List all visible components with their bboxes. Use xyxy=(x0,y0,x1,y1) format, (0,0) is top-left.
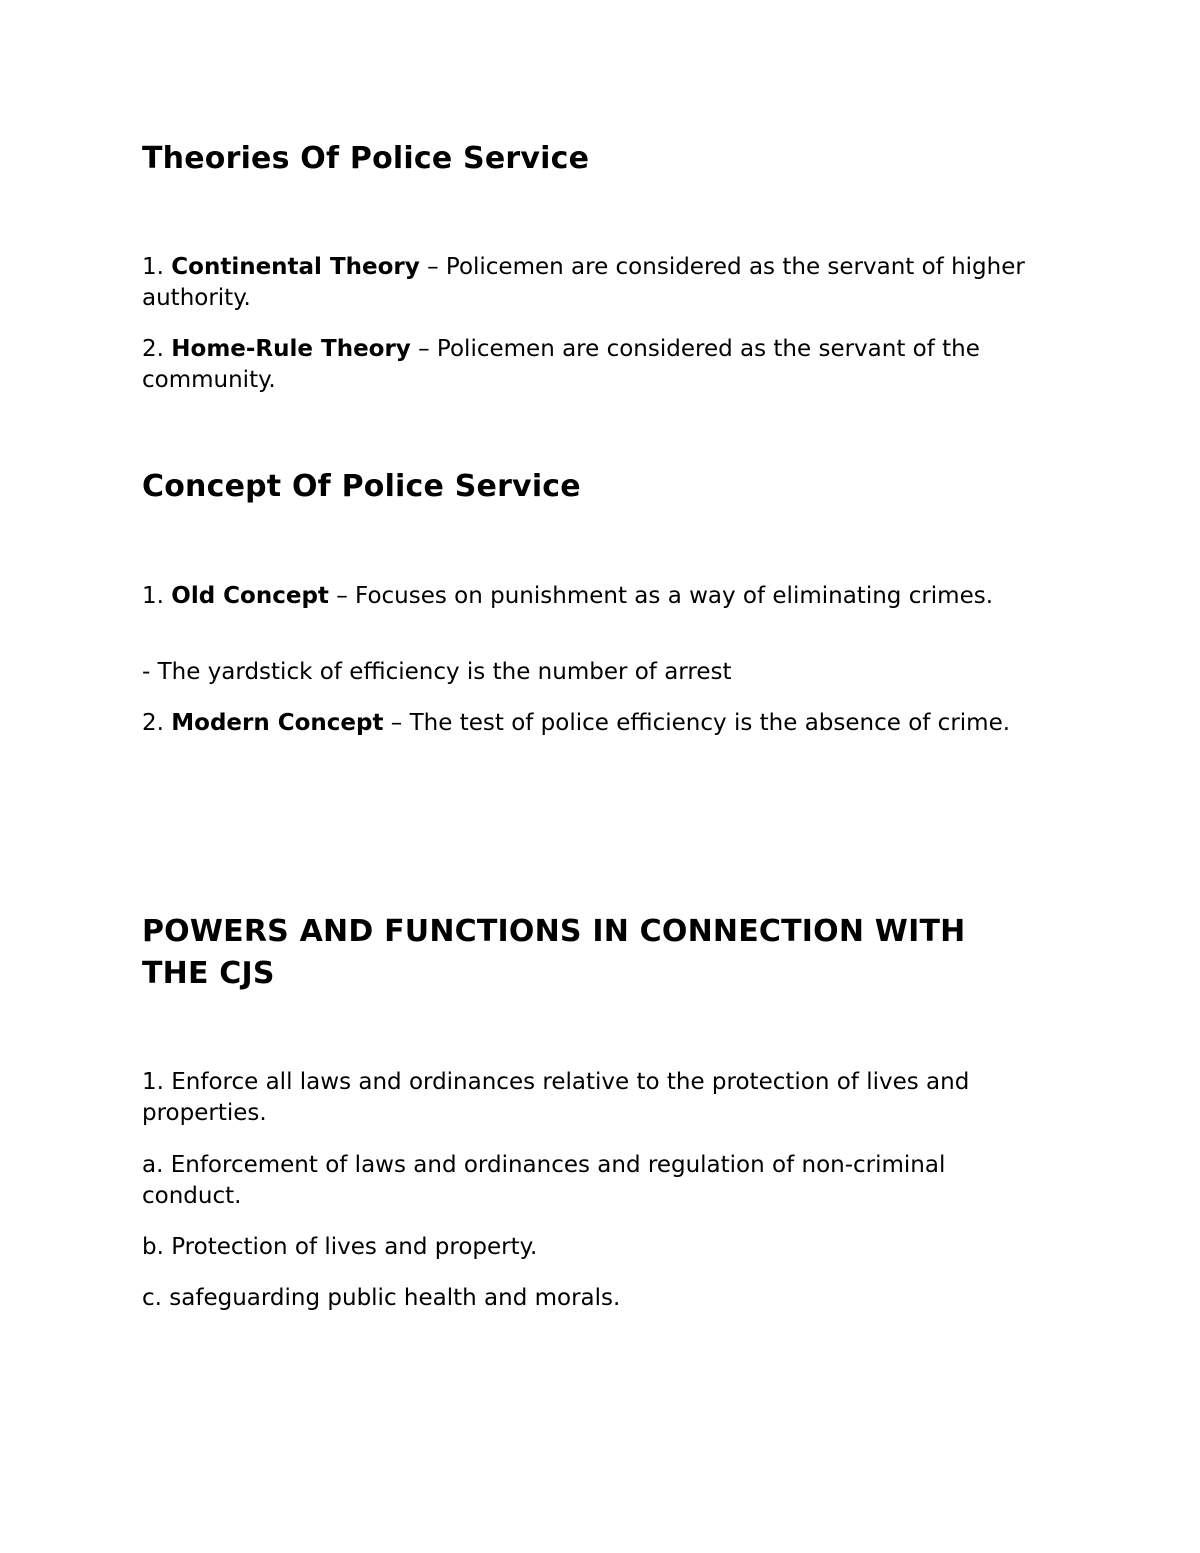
item-number: 2. xyxy=(142,336,172,362)
section-heading-concept: Concept Of Police Service xyxy=(142,469,581,504)
list-item-home-rule-theory xyxy=(142,334,1062,396)
item-description: – The test of police efficiency is the absence of crime. xyxy=(383,710,1011,736)
item-description: – Policemen are considered as the servant of higher authority. xyxy=(142,254,1025,311)
list-item-protection: b. Protection of lives and property. xyxy=(142,1234,538,1260)
item-number: 1. xyxy=(142,583,172,609)
item-term: Continental Theory xyxy=(171,254,420,280)
section-heading-theories: Theories Of Police Service xyxy=(142,141,590,176)
list-item-yardstick: - The yardstick of efficiency is the number of arrest xyxy=(142,659,732,685)
item-number: 2. xyxy=(142,710,172,736)
item-term: Modern Concept xyxy=(171,710,384,736)
list-item-enforcement: a. Enforcement of laws and ordinances and regulation of non-criminal conduct. xyxy=(142,1152,946,1209)
item-number: 1. xyxy=(142,254,172,280)
list-item-enforce-laws: 1. Enforce all laws and ordinances relative to the protection of lives and properties. xyxy=(142,1069,970,1126)
list-item-old-concept xyxy=(142,581,1062,612)
list-item-continental-theory xyxy=(142,252,1062,314)
item-description: – Focuses on punishment as a way of eliminating crimes. xyxy=(328,583,994,609)
section-heading-powers: POWERS AND FUNCTIONS IN CONNECTION WITH THE CJS xyxy=(142,914,966,991)
item-term: Old Concept xyxy=(171,583,329,609)
list-item-safeguarding: c. safeguarding public health and morals. xyxy=(142,1285,621,1311)
list-item-modern-concept xyxy=(142,708,1062,739)
item-term: Home-Rule Theory xyxy=(171,336,411,362)
item-description: – Policemen are considered as the servant of the community. xyxy=(142,336,980,393)
